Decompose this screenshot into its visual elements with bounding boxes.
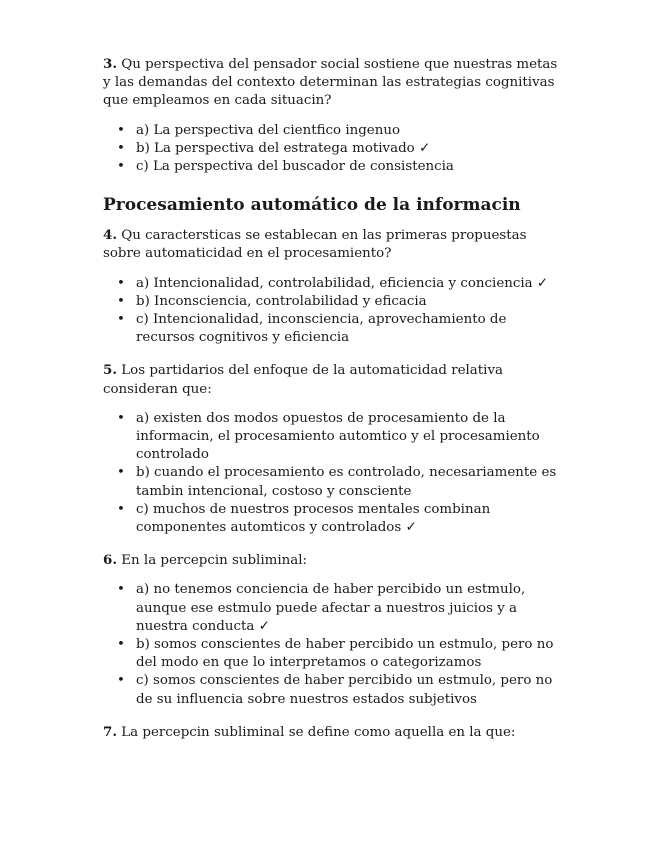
bullet-icon: • <box>117 275 125 291</box>
bullet-icon: • <box>117 501 125 517</box>
question-body: En la percepcin subliminal: <box>121 553 307 569</box>
option-item <box>103 672 558 708</box>
option-item <box>103 501 558 537</box>
bullet-icon: • <box>117 582 125 598</box>
question-3 <box>103 55 558 176</box>
option-text: c) somos conscientes de haber percibido un estmulo, pero no de su influencia sobre nuestros estados subjetivos <box>136 673 553 707</box>
option-item <box>103 410 558 465</box>
option-item <box>103 275 558 293</box>
question-5 <box>103 361 558 537</box>
option-text: c) Intencionalidad, inconsciencia, aprovechamiento de recursos cognitivos y eficiencia <box>136 312 507 346</box>
option-text: b) La perspectiva del estratega motivado ✓ <box>136 140 431 156</box>
question-text <box>103 361 558 398</box>
option-item <box>103 293 558 311</box>
option-text: b) Inconsciencia, controlabilidad y eficacia <box>136 293 427 309</box>
section-heading: Procesamiento automático de la informacin <box>103 195 521 216</box>
question-number: 5. <box>103 362 117 379</box>
question-number: 7. <box>103 723 117 740</box>
question-body: Qu perspectiva del pensador social sostiene que nuestras metas y las demandas del contexto determinan las estrategias cognitivas que empleamos en cada situacin? <box>103 57 558 109</box>
question-text <box>103 226 558 263</box>
bullet-icon: • <box>117 159 125 175</box>
option-item <box>103 158 558 176</box>
question-text <box>103 723 558 742</box>
option-text: c) muchos de nuestros procesos mentales combinan componentes automticos y controlados ✓ <box>136 501 491 536</box>
question-7 <box>103 723 558 742</box>
question-6 <box>103 551 558 709</box>
option-text: a) no tenemos conciencia de haber percibido un estmulo, aunque ese estmulo puede afectar a nuestros juicios y a nuestra conducta ✓ <box>136 582 526 634</box>
bullet-icon: • <box>117 465 125 481</box>
option-item <box>103 581 558 636</box>
bullet-icon: • <box>117 293 125 309</box>
option-list <box>103 275 558 348</box>
question-text <box>103 551 558 570</box>
option-list <box>103 122 558 177</box>
option-list <box>103 410 558 537</box>
bullet-icon: • <box>117 122 125 138</box>
option-text: b) somos conscientes de haber percibido un estmulo, pero no del modo en que lo interpretamos o categorizamos <box>136 637 554 671</box>
option-text: a) Intencionalidad, controlabilidad, eficiencia y conciencia ✓ <box>136 275 549 291</box>
option-list <box>103 581 558 708</box>
question-body: La percepcin subliminal se define como aquella en la que: <box>121 724 516 740</box>
bullet-icon: • <box>117 312 125 328</box>
document-page <box>103 55 558 753</box>
option-item <box>103 464 558 500</box>
bullet-icon: • <box>117 410 125 426</box>
bullet-icon: • <box>117 140 125 156</box>
option-text: c) La perspectiva del buscador de consistencia <box>136 159 454 175</box>
bullet-icon: • <box>117 637 125 653</box>
question-number: 6. <box>103 552 117 569</box>
question-4 <box>103 226 558 347</box>
option-item <box>103 122 558 140</box>
question-body: Qu caractersticas se establecan en las primeras propuestas sobre automaticidad en el procesamiento? <box>103 228 527 262</box>
bullet-icon: • <box>117 673 125 689</box>
option-text: a) existen dos modos opuestos de procesamiento de la informacin, el procesamiento automtico y el procesamiento controlado <box>136 410 540 463</box>
option-text: a) La perspectiva del cientfico ingenuo <box>136 122 401 138</box>
question-number: 3. <box>103 56 117 72</box>
option-item <box>103 311 558 347</box>
option-text: b) cuando el procesamiento es controlado, necesariamente es tambin intencional, costoso y consciente <box>136 465 557 499</box>
question-body: Los partidarios del enfoque de la automaticidad relativa consideran que: <box>103 363 504 397</box>
option-item <box>103 140 558 158</box>
option-item <box>103 636 558 672</box>
question-text <box>103 55 558 111</box>
question-number: 4. <box>103 227 117 244</box>
